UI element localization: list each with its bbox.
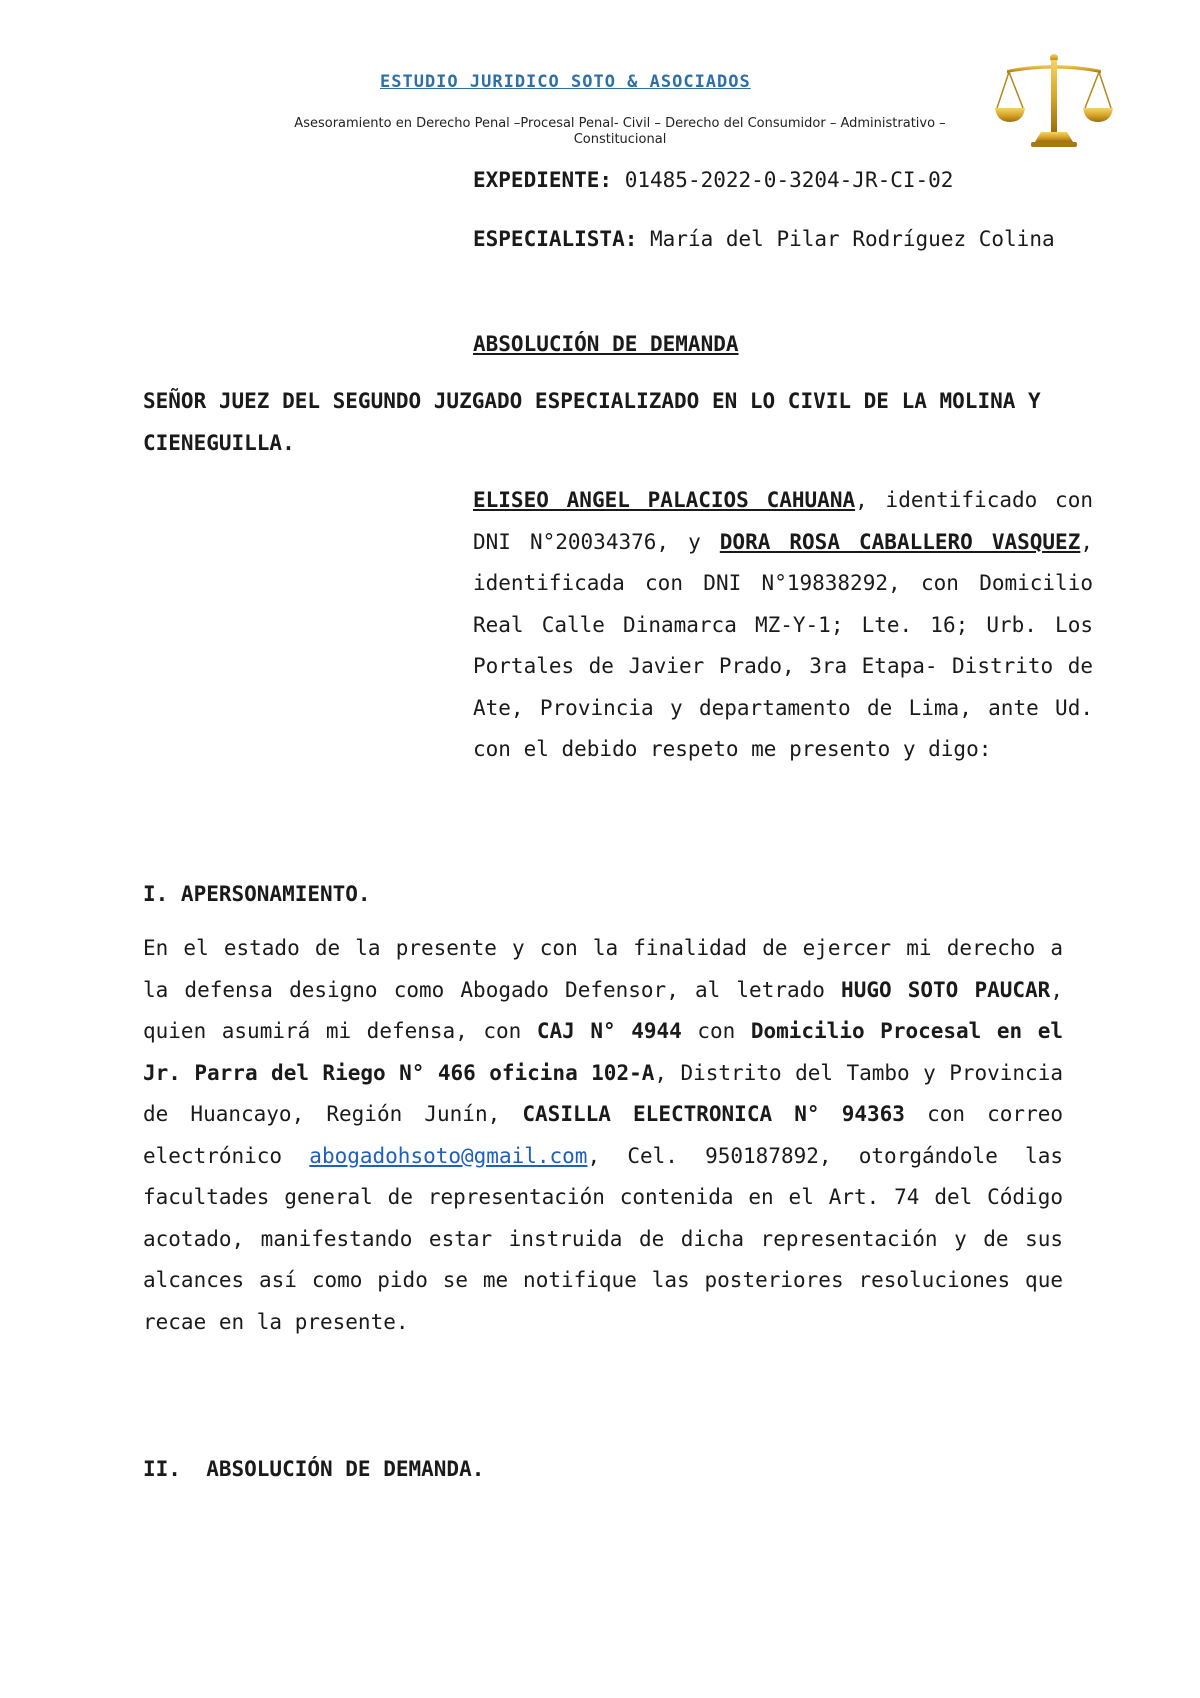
email-link[interactable]: abogadohsoto@gmail.com [309,1143,588,1168]
especialista-label: ESPECIALISTA: [473,227,638,251]
especialista-value: María del Pilar Rodríguez Colina [650,227,1055,251]
caj-number: CAJ N° 4944 [536,1019,682,1043]
addressee: SEÑOR JUEZ DEL SEGUNDO JUZGADO ESPECIALIZADO EN LO CIVIL DE LA MOLINA Y CIENEGUILLA. [143,389,1041,455]
party2-text: , identificada con DNI N°19838292, con Domicilio Real Calle Dinamarca MZ-Y-1; Lte. 16; Urb. Los Portales de Javier Prado, 3ra Etapa- Distrito de Ate, Provincia y departamento de Lima, ante Ud. con el debido respeto me presento y digo: [473,529,1093,761]
firm-tagline: Asesoramiento en Derecho Penal –Procesal Penal- Civil – Derecho del Consumidor – Administrativo – Constitucional [294,116,946,147]
party1-text: , identificado con DNI N°20034376, y [473,488,1093,554]
party2-name: DORA ROSA CABALLERO VASQUEZ [719,529,1081,554]
s1-text-4: , Distrito del Tambo y Provincia de Huancayo, Región Junín, [143,1060,1063,1126]
s1-text-3: con [681,1019,751,1043]
especialista-line [473,219,1063,261]
electronic-box: CASILLA ELECTRONICA N° 94363 [522,1102,905,1126]
document-title [473,324,1093,366]
s1-text-5: con correo electrónico [143,1102,1064,1168]
parties-paragraph [473,480,1093,771]
section2-heading: II. ABSOLUCIÓN DE DEMANDA. [143,1457,485,1481]
s1-text-6: , Cel. 950187892, otorgándole las facultades general de representación contenida en el Art. 74 del Código acotado, manifestando estar instruida de dicha representación y de sus alcances así como pido se me notifique las posteriores resoluciones que recae en la presente. [143,1143,1063,1334]
s1-text-1: En el estado de la presente y con la finalidad de ejercer mi derecho a la defensa designo como Abogado Defensor, al letrado [143,936,1063,1002]
lawyer-name: HUGO SOTO PAUCAR [841,977,1051,1002]
expediente-label: EXPEDIENTE: [473,168,613,192]
s1-text-2: , quien asumirá mi defensa, con [143,977,1063,1043]
party1-name: ELISEO ANGEL PALACIOS CAHUANA [473,488,856,512]
section1-heading: I. APERSONAMIENTO. [143,882,371,906]
document-type: ABSOLUCIÓN DE DEMANDA [473,332,739,356]
expediente-line [473,160,1093,202]
scales-of-justice-icon [995,50,1113,150]
expediente-value: 01485-2022-0-3204-JR-CI-02 [624,168,954,192]
firm-name: ESTUDIO JURIDICO SOTO & ASOCIADOS [380,72,751,92]
procedural-domicile: Domicilio Procesal en el Jr. Parra del Riego N° 466 oficina 102-A [143,1019,1064,1085]
section1-paragraph [143,928,1063,1343]
